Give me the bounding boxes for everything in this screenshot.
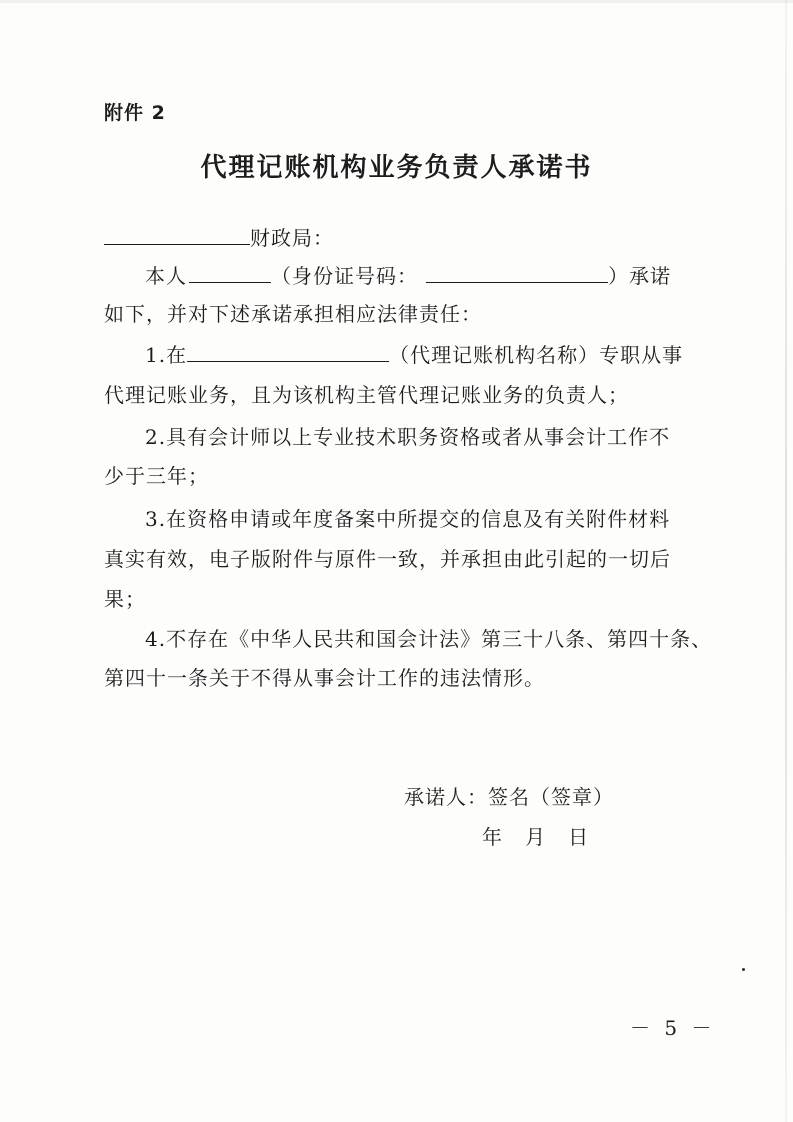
item-4-line-1: 4.不存在《中华人民共和国会计法》第三十八条、第四十条、: [145, 627, 713, 651]
name-blank[interactable]: [189, 262, 271, 283]
signer-label: 承诺人：签名（签章）: [404, 785, 614, 809]
item-2-line-2: 少于三年；: [104, 464, 209, 488]
item-1-prefix: 1.在: [145, 343, 188, 367]
scan-edge-top: [0, 0, 793, 3]
document-title: 代理记账机构业务负责人承诺书: [200, 153, 593, 183]
attachment-label: 附件 2: [104, 102, 166, 124]
page-number: － 5 －: [630, 1016, 716, 1040]
intro-line-2: 如下，并对下述承诺承担相应法律责任：: [104, 302, 482, 326]
promise-suffix: ）承诺: [608, 264, 671, 288]
scan-speck: [742, 968, 745, 971]
item-1-suffix: （代理记账机构名称）专职从事: [389, 343, 684, 367]
item-2-line-1: 2.具有会计师以上专业技术职务资格或者从事会计工作不: [145, 425, 671, 449]
id-number-blank[interactable]: [426, 262, 608, 283]
item-3-line-2: 真实有效，电子版附件与原件一致，并承担由此引起的一切后: [104, 547, 671, 571]
finance-bureau-blank[interactable]: [104, 224, 250, 245]
intro-line-1: [145, 262, 671, 290]
item-1-line-2: 代理记账业务，且为该机构主管代理记账业务的负责人；: [104, 383, 629, 407]
intro-self: 本人: [145, 264, 187, 288]
item-3-line-3: 果；: [104, 587, 146, 611]
salutation-suffix: 财政局：: [250, 226, 334, 250]
salutation-line: [104, 224, 334, 252]
item-4-line-2: 第四十一条关于不得从事会计工作的违法情形。: [104, 666, 545, 690]
item-1-line-1: [145, 341, 683, 369]
agency-name-blank[interactable]: [187, 341, 389, 362]
item-3-line-1: 3.在资格申请或年度备案中所提交的信息及有关附件材料: [145, 507, 671, 531]
signature-date: 年 月 日: [482, 825, 590, 849]
id-label: （身份证号码：: [271, 264, 418, 288]
